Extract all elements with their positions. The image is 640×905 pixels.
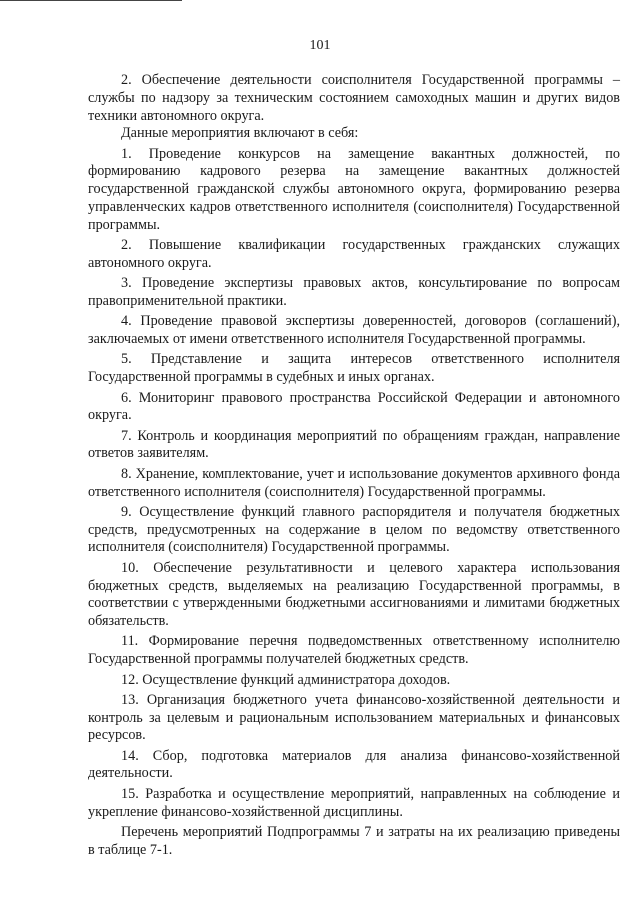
list-item: 4. Проведение правовой экспертизы доверенностей, договоров (соглашений), заключаемых от имени ответственного исполнителя Государственной программы. — [88, 313, 620, 348]
list-item: 8. Хранение, комплектование, учет и использование документов архивного фонда ответственного исполнителя (соисполнителя) Государственной программы. — [88, 465, 620, 500]
top-scan-rule — [0, 0, 182, 1]
list-item: 6. Мониторинг правового пространства Российской Федерации и автономного округа. — [88, 389, 620, 424]
list-item: 7. Контроль и координация мероприятий по обращениям граждан, направление ответов заявителям. — [88, 427, 620, 462]
list-item: 11. Формирование перечня подведомственных ответственному исполнителю Государственной программы получателей бюджетных средств. — [88, 633, 620, 668]
section-heading-paragraph: 2. Обеспечение деятельности соисполнителя Государственной программы – службы по надзору за техническим состоянием самоходных машин и других видов техники автономного округа. — [88, 72, 620, 124]
list-item: 9. Осуществление функций главного распорядителя и получателя бюджетных средств, предусмотренных на содержание в целом по ведомству ответственного исполнителя (соисполнителя) Государственной программы. — [88, 503, 620, 556]
document-body — [88, 72, 620, 859]
includes-intro: Данные мероприятия включают в себя: — [121, 125, 359, 142]
list-item: 14. Сбор, подготовка материалов для анализа финансово-хозяйственной деятельности. — [88, 747, 620, 782]
list-item: 13. Организация бюджетного учета финансово-хозяйственной деятельности и контроль за целевым и рациональным использованием материальных и финансовых ресурсов. — [88, 691, 620, 744]
list-item: 5. Представление и защита интересов ответственного исполнителя Государственной программы в судебных и иных органах. — [88, 351, 620, 386]
list-item: 1. Проведение конкурсов на замещение вакантных должностей, по формированию кадрового резерва на замещение вакантных должностей государственной гражданской службы автономного округа, формированию резерва управленческих кадров ответственного исполнителя (соисполнителя) Государственной программы. — [88, 145, 620, 233]
list-item: 3. Проведение экспертизы правовых актов, консультирование по вопросам правоприменительной практики. — [88, 275, 620, 310]
list-item: 10. Обеспечение результативности и целевого характера использования бюджетных средств, выделяемых на реализацию Государственной программы, в соответствии с утвержденными бюджетными ассигнованиями и лимитами бюджетных обязательств. — [88, 559, 620, 630]
list-item: 12. Осуществление функций администратора доходов. — [121, 671, 451, 688]
list-item: 2. Повышение квалификации государственных гражданских служащих автономного округа. — [88, 237, 620, 271]
page-number: 101 — [309, 38, 331, 53]
closing-paragraph: Перечень мероприятий Подпрограммы 7 и затраты на их реализацию приведены в таблице 7-1. — [88, 823, 620, 858]
list-item: 15. Разработка и осуществление мероприятий, направленных на соблюдение и укрепление финансово-хозяйственной дисциплины. — [88, 785, 620, 820]
